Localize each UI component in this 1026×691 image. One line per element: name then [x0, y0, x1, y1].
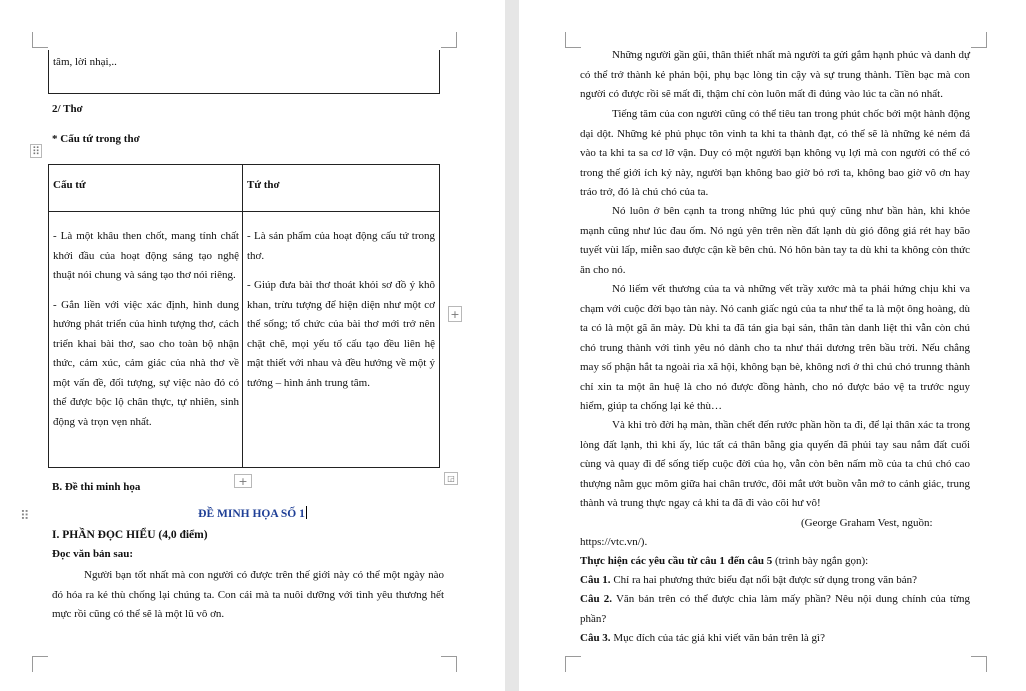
document-page-right	[519, 0, 1026, 691]
crop-mark	[32, 656, 48, 672]
question-label: Câu 2.	[580, 593, 612, 605]
comparison-table	[48, 164, 440, 468]
source-link[interactable]: https://vtc.vn/).	[580, 536, 648, 548]
table-cell-text[interactable]: tâm, lời nhại,..	[53, 56, 117, 68]
table-row-divider	[49, 211, 439, 212]
table-move-handle-icon[interactable]: ⠿	[31, 144, 41, 158]
paragraph-drag-handle-icon[interactable]: ⠿	[20, 509, 30, 524]
crop-mark	[565, 32, 581, 48]
cell-paragraph: - Giúp đưa bài thơ thoát khỏi sơ đồ ý khô khan, trừu tượng để hiện diện như một cơ thể sống; tổ chức của bài thơ mới trở nên chặt chẽ, mọi yếu tố cấu tạo đều liên hệ mật thiết với nhau và đều hướng về một ý tưởng – hình ảnh trung tâm.	[247, 279, 435, 389]
crop-mark	[441, 656, 457, 672]
cell-paragraph: - Gắn liền với việc xác định, hình dung hướng phát triển của hình tượng thơ, cách triển khai bài thơ, sao cho toàn bộ nhận thức, cảm xúc, cảm giác của nhà thơ về một vấn đề, đối tượng, sự việc nào đó có thể được bộc lộ chân thực, tự nhiên, sinh động và trọn vẹn nhất.	[53, 298, 239, 428]
question-1[interactable]	[580, 571, 917, 591]
read-prompt[interactable]: Đọc văn bản sau:	[52, 548, 133, 560]
add-row-plus-icon[interactable]: +	[234, 474, 252, 488]
add-column-plus-icon[interactable]: +	[448, 306, 462, 322]
cell-paragraph: - Là sản phẩm của hoạt động cấu tứ trong thơ.	[247, 230, 435, 262]
question-label: Câu 3.	[580, 632, 611, 644]
body-paragraph[interactable]: Người bạn tốt nhất mà con người có được trên thế giới này có thể một ngày nào đó hóa ra kẻ thù chống lại chúng ta. Con cái mà ta nuôi dưỡng với tình yêu thương hết mực rồi cũng có thể sẽ là một lũ vô ơn.	[52, 569, 444, 620]
table-resize-handle-icon[interactable]: ◲	[444, 472, 458, 485]
body-paragraph[interactable]: Và khi trò đời hạ màn, thần chết đến rước phần hồn ta đi, để lại thân xác ta trong lòng đất lạnh, thì khi ấy, lúc tất cả thân bằng gia quyến đã phủi tay sau nắm đất cuối cùng và quay đi để sống tiếp cuộc đời của họ, vẫn còn bên nấm mồ của ta chú chó cao thượng nằm gục mõm giữa hai chân trước, đôi mắt ướt buồn vẫn mở to cảnh giác, trung thành và trung thực ngay cả khi ta đã đi vào cõi hư vô!	[580, 419, 970, 509]
table-header-cau-tu[interactable]: Cấu tứ	[53, 179, 86, 191]
task-instruction-rest: (trình bày ngắn gọn):	[772, 555, 869, 567]
cell-paragraph: - Là một khâu then chốt, mang tính chất khởi đầu của hoạt động sáng tạo nghệ thuật nói chung và sáng tạo thơ nói riêng.	[53, 230, 239, 281]
table-continued	[48, 50, 440, 94]
body-paragraph[interactable]: Nó luôn ở bên cạnh ta trong những lúc phú quý cũng như bần hàn, khi khỏe mạnh cũng như lúc đau ốm. Nó ngủ yên trên nền đất lạnh dù gió đông giá rét hay bão tuyết vùi lấp, miễn sao được cận kề bên chủ. Nó hôn bàn tay ta dù khi ta không còn thức ăn cho nó.	[580, 205, 970, 276]
crop-mark	[32, 32, 48, 48]
document-page-left	[0, 0, 505, 691]
section-subheading-cau-tu[interactable]: * Cấu tứ trong thơ	[52, 133, 140, 145]
question-label: Câu 1.	[580, 574, 611, 586]
source-citation[interactable]: (George Graham Vest, nguồn:	[801, 517, 933, 529]
crop-mark	[565, 656, 581, 672]
document-title-text: ĐỀ MINH HỌA SỐ 1	[198, 508, 305, 520]
body-paragraph[interactable]: Những người gần gũi, thân thiết nhất mà người ta gửi gắm hạnh phúc và danh dự có thể trở thành kẻ phản bội, phụ bạc lòng tin cậy và sự trung thành. Tiền bạc mà con người có được rồi sẽ mất đi, thậm chí còn luôn mất đi đúng vào lúc ta cần nó nhất.	[580, 49, 970, 100]
section-heading-de-thi[interactable]: B. Đề thi minh họa	[52, 481, 141, 493]
table-header-tu-tho[interactable]: Tứ thơ	[247, 179, 280, 191]
body-paragraph[interactable]: Nó liếm vết thương của ta và những vết trầy xước mà ta phải hứng chịu khi va chạm với cuộc đời bạo tàn này. Nó canh giấc ngủ của ta như thể ta là một ông hoàng, dù ta có là một gã ăn mày. Dù khi ta đã tán gia bại sản, thân tàn danh liệt thì vẫn còn chú chó trung thành với tình yêu nó dành cho ta như thái dương trên bầu trời. Nếu chẳng may số phận hắt ta ngoài rìa xã hội, không bạn bè, không nơi ở thì chú chó trunng thành chỉ xin ta một ân huệ là cho nó được đồng hành, cho nó được bảo vệ ta trước nguy hiểm, giúp ta chống lại kẻ thù…	[580, 283, 970, 412]
part-heading-doc-hieu[interactable]: I. PHẦN ĐỌC HIỂU (4,0 điểm)	[52, 529, 208, 541]
table-cell-cau-tu[interactable]	[53, 227, 239, 442]
crop-mark	[971, 656, 987, 672]
crop-mark	[971, 32, 987, 48]
question-text: Văn bản trên có thể được chia làm mấy phần? Nêu nội dung chính của từng phần?	[580, 593, 971, 625]
text-cursor	[306, 506, 307, 519]
body-paragraph[interactable]: Tiếng tăm của con người cũng có thể tiêu tan trong phút chốc bởi một hành động dại dột. Những kẻ phủ phục tôn vinh ta khi ta thành đạt, có thể sẽ là những kẻ ném đá vào ta khi ta sa cơ lỡ vận. Duy có một người bạn không vụ lợi mà con người có thể có trong thế giới ích kỷ này, người bạn không bao giờ bỏ rơi ta, không bao giờ vô ơn hay tráo trở, đó là chú chó của ta.	[580, 108, 970, 198]
question-3[interactable]	[580, 629, 825, 649]
question-text: Chỉ ra hai phương thức biểu đạt nổi bật được sử dụng trong văn bản?	[610, 574, 918, 586]
task-instruction-bold: Thực hiện các yêu cầu từ câu 1 đến câu 5	[580, 555, 773, 567]
question-text: Mục đích của tác giả khi viết văn bản trên là gì?	[610, 632, 825, 644]
task-instruction[interactable]	[580, 552, 868, 572]
table-cell-tu-tho[interactable]	[247, 227, 435, 403]
document-title[interactable]	[0, 506, 505, 520]
section-heading-tho[interactable]: 2/ Thơ	[52, 103, 83, 115]
question-2[interactable]	[580, 590, 970, 629]
crop-mark	[441, 32, 457, 48]
